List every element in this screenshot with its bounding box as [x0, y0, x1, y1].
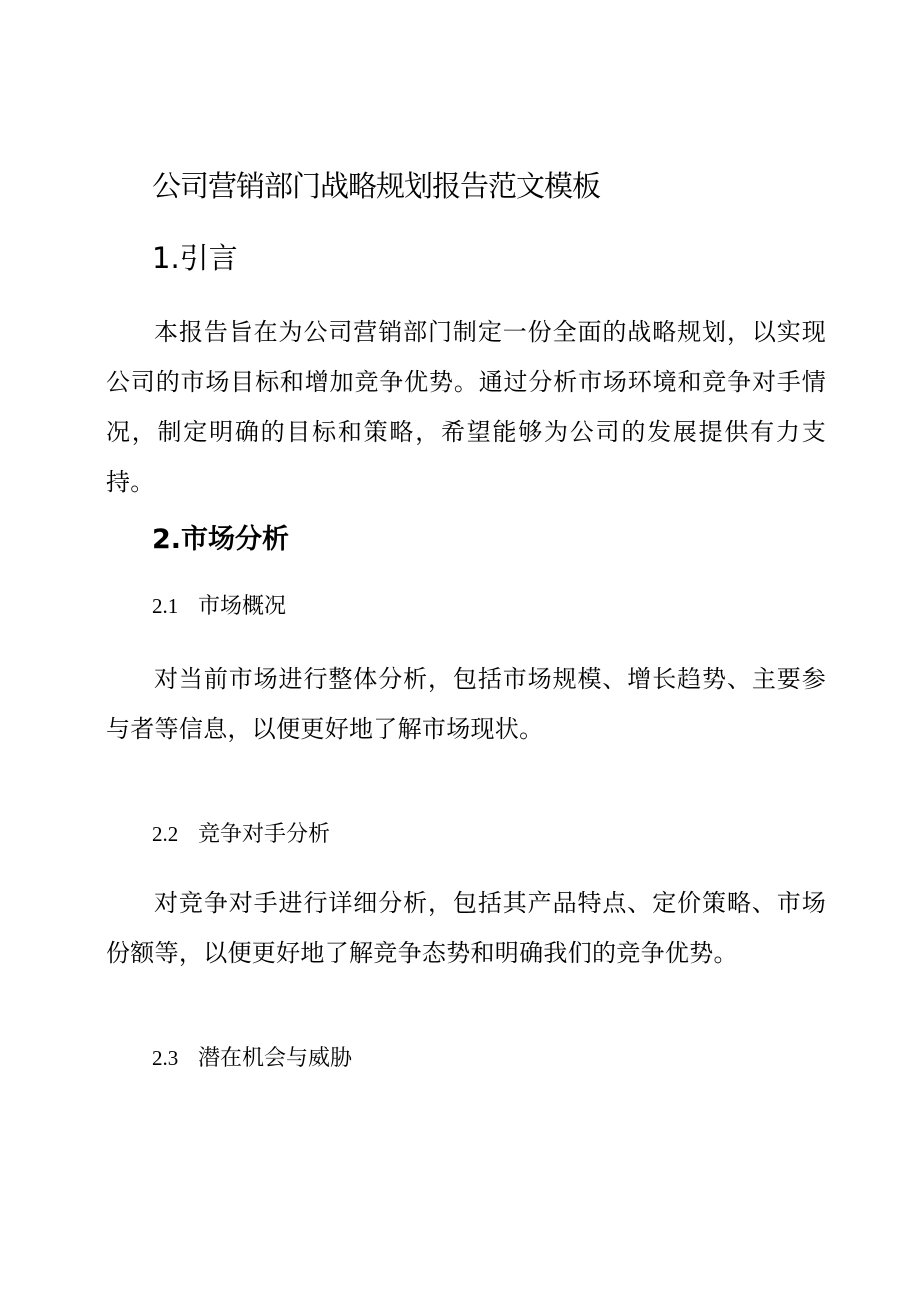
introduction-paragraph: 本报告旨在为公司营销部门制定一份全面的战略规划，以实现公司的市场目标和增加竞争优势。通过分析市场环境和竞争对手情况，制定明确的目标和策略，希望能够为公司的发展提供有力支持。 [106, 318, 826, 496]
section-heading-introduction: 1.引言 [152, 241, 238, 275]
subsection-number: 2.2 [152, 822, 179, 846]
subsection-title: 竞争对手分析 [198, 822, 331, 847]
subsection-heading-market-overview [152, 588, 286, 625]
subsection-heading-competitor-analysis [152, 816, 330, 853]
subsection-title: 市场概况 [198, 594, 287, 619]
document-title: 公司营销部门战略规划报告范文模板 [152, 169, 601, 203]
subsection-number: 2.1 [152, 594, 179, 618]
market-overview-paragraph: 对当前市场进行整体分析，包括市场规模、增长趋势、主要参与者等信息，以便更好地了解市场现状。 [106, 665, 826, 743]
subsection-number: 2.3 [152, 1046, 179, 1070]
competitor-analysis-paragraph: 对竞争对手进行详细分析，包括其产品特点、定价策略、市场份额等，以便更好地了解竞争态势和明确我们的竞争优势。 [106, 889, 826, 967]
subsection-title: 潜在机会与威胁 [198, 1046, 353, 1071]
subsection-heading-opportunities-threats [152, 1040, 352, 1077]
section-heading-market-analysis: 2.市场分析 [152, 524, 290, 555]
